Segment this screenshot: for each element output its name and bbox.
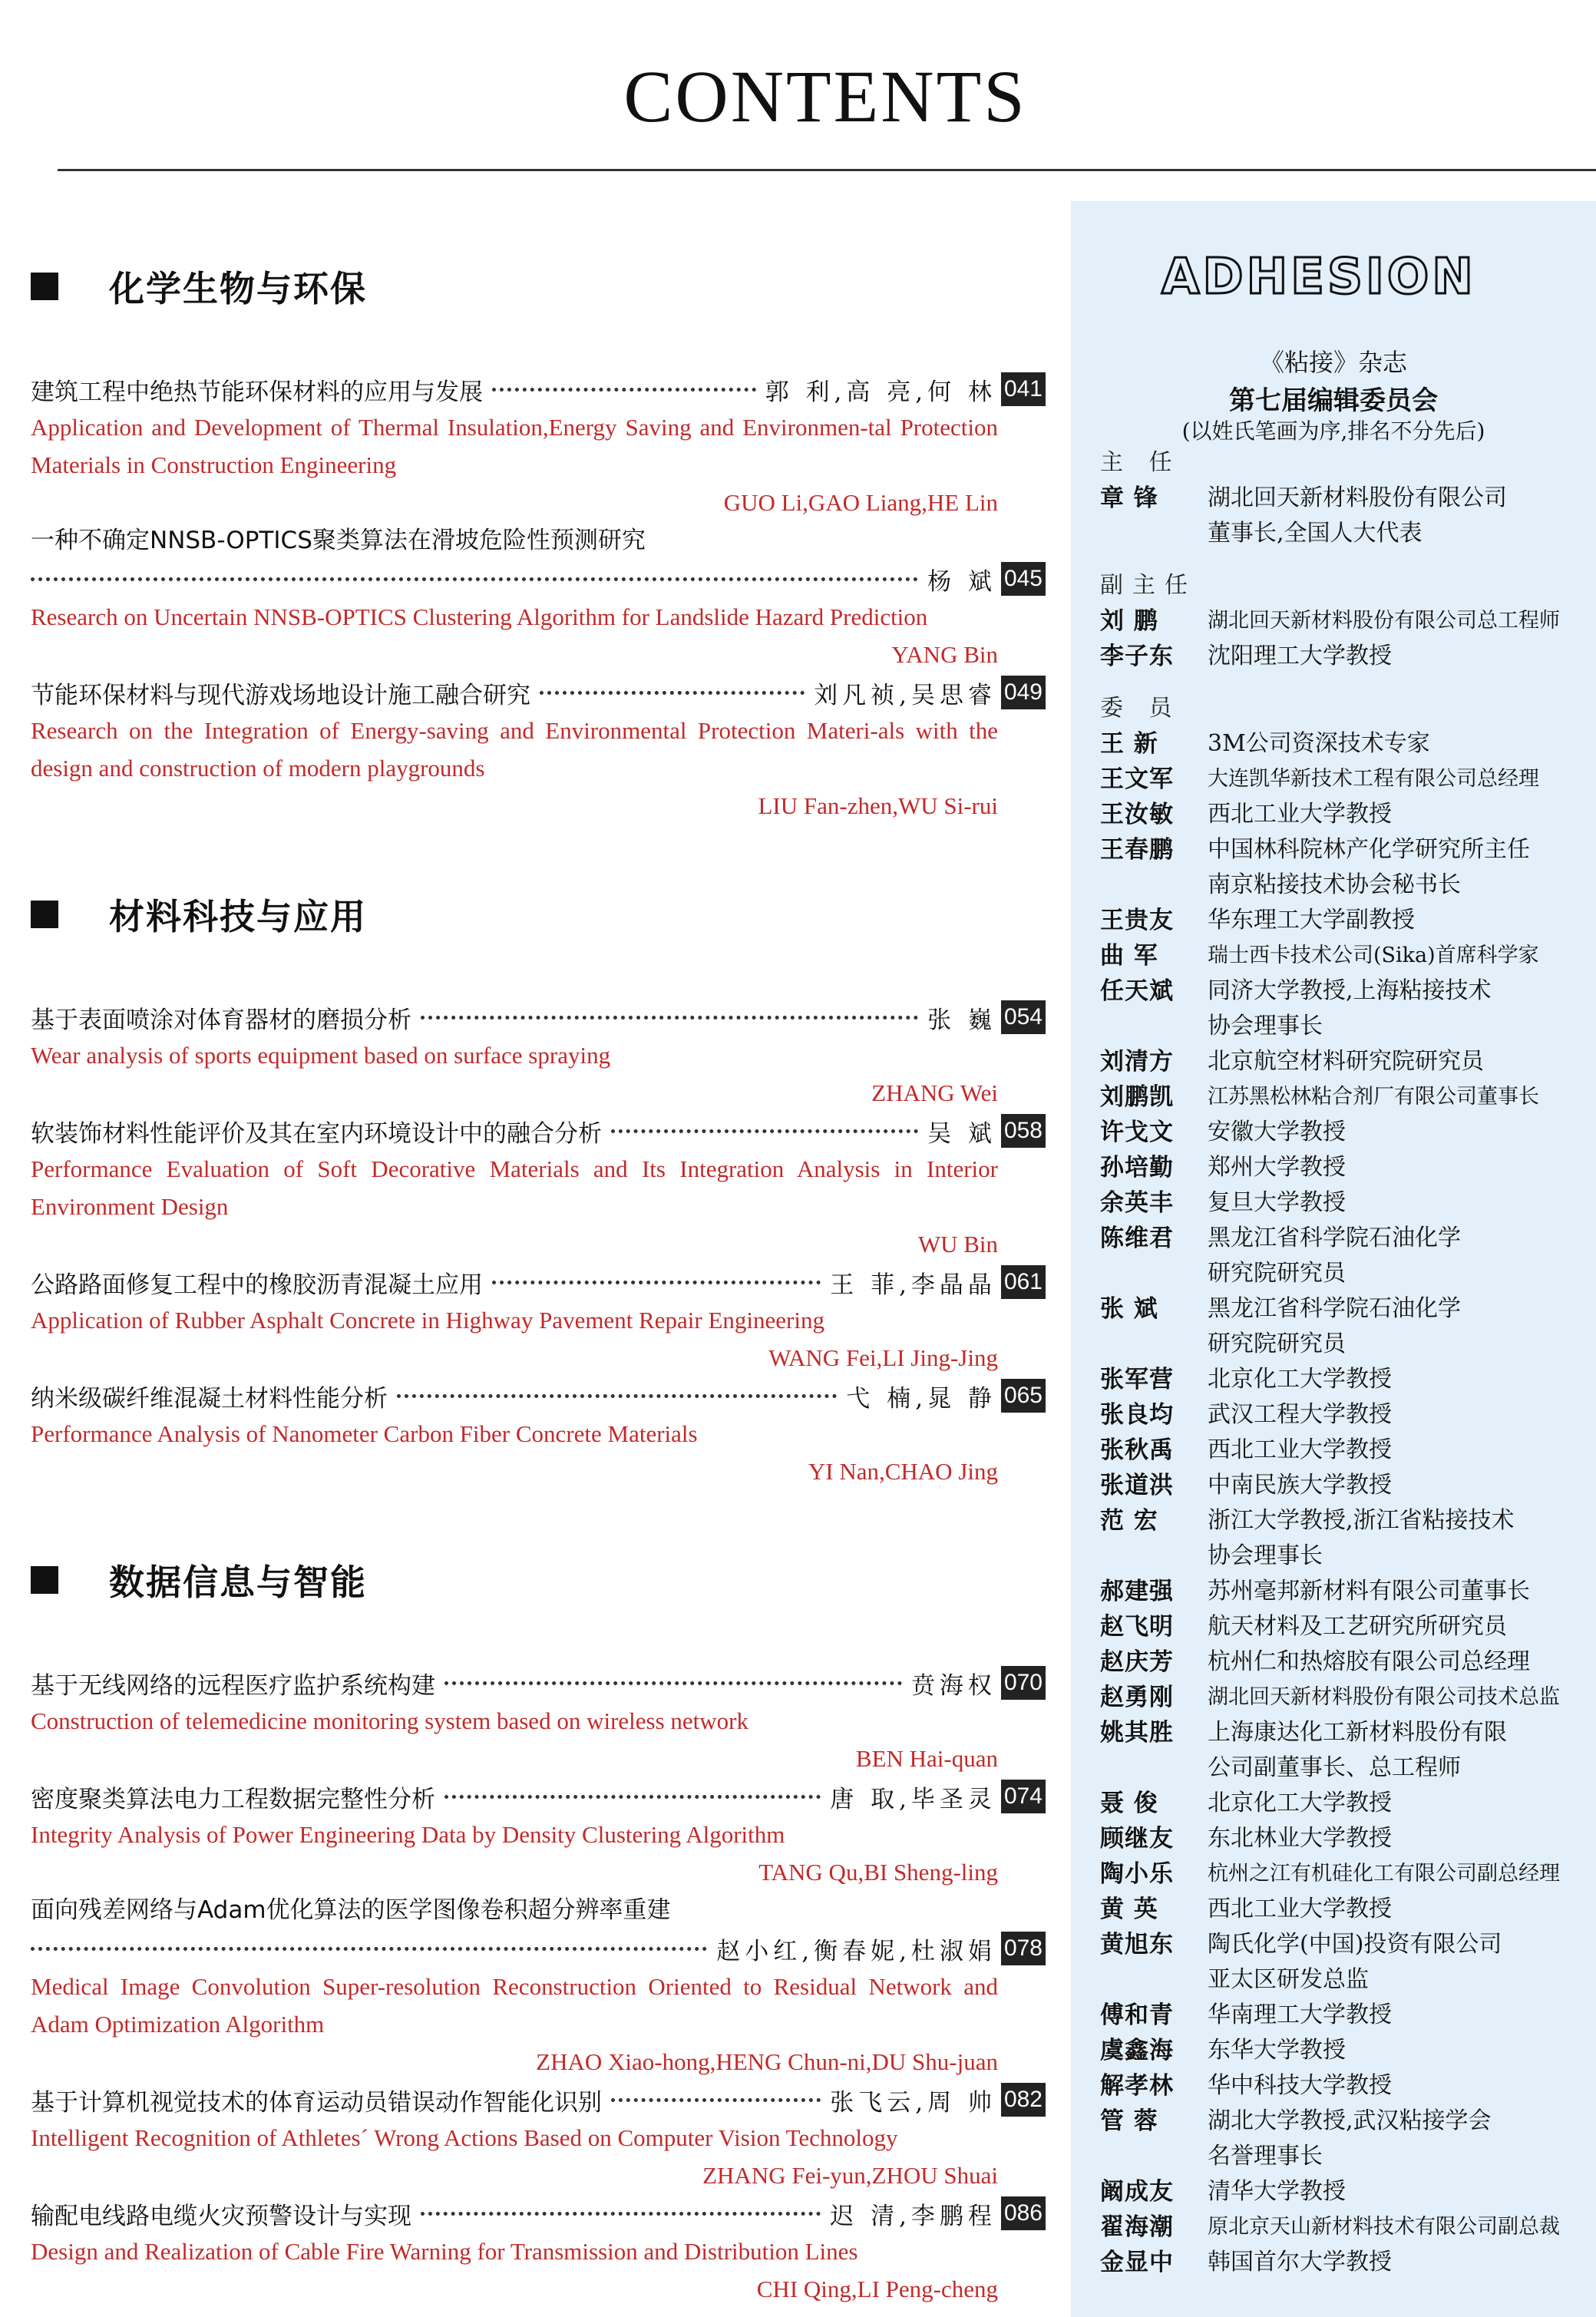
- entry-cn-title: 公路路面修复工程中的橡胶沥青混凝土应用: [31, 1271, 483, 1299]
- toc-entry[interactable]: [31, 998, 1044, 1112]
- entry-line: [31, 673, 1046, 712]
- leader-dots: [444, 1681, 902, 1685]
- toc-entry[interactable]: [31, 1891, 1044, 2081]
- committee-member: [1100, 832, 1591, 903]
- member-title-line: 清华大学教授: [1208, 2178, 1346, 2205]
- entry-en-title: Intelligent Recognition of Athletes´ Wrong Actions Based on Computer Vision Technology: [31, 2124, 898, 2151]
- leader-dots: [421, 2212, 821, 2216]
- entry-en-title: Research on Uncertain NNSB-OPTICS Clustering Algorithm for Landslide Hazard Prediction: [31, 603, 928, 630]
- member-title-line: 南京粘接技术协会秘书长: [1208, 871, 1461, 898]
- member-title: [1208, 1397, 1591, 1433]
- member-name: 黄旭东: [1100, 1931, 1174, 1958]
- entry-cn-authors: 王 菲,李晶晶: [830, 1271, 996, 1299]
- member-name: 虞鑫海: [1100, 2037, 1174, 2064]
- page-number[interactable]: 058: [1001, 1114, 1046, 1148]
- group-gap: [1100, 674, 1591, 691]
- entry-line: [31, 1664, 1046, 1702]
- member-title: [1208, 1468, 1591, 1503]
- committee-member: [1100, 1998, 1591, 2033]
- member-name: 任天斌: [1100, 977, 1174, 1005]
- committee-member: [1100, 1468, 1591, 1503]
- entry-cn-authors: 贲海权: [910, 1671, 996, 1700]
- member-title: [1208, 1609, 1591, 1644]
- committee-member: [1100, 2210, 1591, 2245]
- member-title-line: 黑龙江省科学院石油化学: [1208, 1295, 1461, 1322]
- member-title-line: 研究院研究员: [1208, 1260, 1346, 1287]
- member-title-line: 协会理事长: [1208, 1542, 1323, 1569]
- member-title: [1208, 797, 1591, 832]
- member-title: [1208, 639, 1591, 674]
- member-title: [1208, 903, 1591, 938]
- member-title-line: 安徽大学教授: [1208, 1119, 1346, 1145]
- toc-entry[interactable]: [31, 1664, 1044, 1777]
- member-title-line: 华南理工大学教授: [1208, 2001, 1392, 2028]
- member-title-line: 陶氏化学(中国)投资有限公司: [1208, 1931, 1502, 1958]
- entry-line: [31, 1263, 1046, 1301]
- committee-member: [1100, 481, 1591, 551]
- member-name: 曲 军: [1100, 942, 1158, 970]
- committee-member: [1100, 1503, 1591, 1574]
- committee-member: [1100, 1786, 1591, 1821]
- member-name: 解孝林: [1100, 2072, 1174, 2100]
- entry-en-authors: YANG Bin: [891, 641, 998, 668]
- section-heading: [31, 1555, 1044, 1605]
- member-title: [1208, 938, 1591, 973]
- member-name: 顾继友: [1100, 1825, 1174, 1853]
- member-name: 范 宏: [1100, 1507, 1158, 1535]
- entry-en-title: Wear analysis of sports equipment based on surface spraying: [31, 1042, 611, 1069]
- member-title-line: 华中科技大学教授: [1208, 2072, 1392, 2099]
- member-name: 王汝敏: [1100, 801, 1174, 828]
- committee-member: [1100, 603, 1591, 639]
- entry-line: [31, 998, 1046, 1036]
- member-title-line: 韩国首尔大学教授: [1208, 2249, 1392, 2276]
- committee-member: [1100, 938, 1591, 973]
- member-title: [1208, 1715, 1591, 1786]
- entry-en-authors: TANG Qu,BI Sheng-ling: [758, 1859, 998, 1886]
- contents-list: [31, 261, 1044, 2308]
- entry-cn-title: 基于表面喷涂对体育器材的磨损分析: [31, 1006, 411, 1034]
- committee-member: [1100, 726, 1591, 762]
- page-number[interactable]: 065: [1001, 1379, 1046, 1413]
- section-title: 材料科技与应用: [109, 896, 367, 937]
- member-name: 阚成友: [1100, 2178, 1174, 2206]
- member-title: [1208, 2245, 1591, 2280]
- member-title: [1208, 1892, 1591, 1927]
- committee-member: [1100, 1680, 1591, 1715]
- member-name: 管 蓉: [1100, 2107, 1158, 2135]
- committee-member: [1100, 1362, 1591, 1397]
- member-title-line: 上海康达化工新材料股份有限: [1208, 1719, 1507, 1746]
- member-title-line: 亚太区研发总监: [1208, 1966, 1369, 1993]
- member-name: 陈维君: [1100, 1225, 1174, 1252]
- page-number[interactable]: 078: [1001, 1932, 1046, 1965]
- section-title: 数据信息与智能: [109, 1562, 367, 1603]
- member-title-line: 黑龙江省科学院石油化学: [1208, 1225, 1461, 1251]
- leader-dots: [421, 1016, 918, 1020]
- member-title-line: 复旦大学教授: [1208, 1189, 1346, 1216]
- entry-cn-title: 一种不确定NNSB-OPTICS聚类算法在滑坡危险性预测研究: [31, 527, 646, 554]
- toc-section: [31, 889, 1044, 1490]
- entry-en-authors: LIU Fan-zhen,WU Si-rui: [758, 792, 998, 819]
- role-label: 主 任: [1100, 449, 1181, 476]
- member-title: [1208, 1821, 1591, 1856]
- member-name: 张军营: [1100, 1366, 1174, 1393]
- member-name: 刘鹏凯: [1100, 1083, 1174, 1111]
- member-name: 余英丰: [1100, 1189, 1174, 1217]
- member-title-line: 东华大学教授: [1208, 2037, 1346, 2064]
- member-name: 姚其胜: [1100, 1719, 1174, 1747]
- page-number[interactable]: 041: [1001, 372, 1046, 406]
- member-title-line: 航天材料及工艺研究所研究员: [1208, 1613, 1507, 1640]
- entry-en-authors: ZHAO Xiao-hong,HENG Chun-ni,DU Shu-juan: [536, 2048, 998, 2075]
- member-title: [1208, 1221, 1591, 1291]
- group-gap: [1100, 551, 1591, 568]
- entry-line: [31, 1777, 1046, 1816]
- committee-member: [1100, 1715, 1591, 1786]
- entry-en-title: Construction of telemedicine monitoring system based on wireless network: [31, 1707, 748, 1734]
- member-title-line: 华东理工大学副教授: [1208, 907, 1415, 934]
- member-title: [1208, 1150, 1591, 1185]
- ordering-note: (以姓氏笔画为序,排名不分先后): [1181, 418, 1485, 444]
- member-name: 章 锋: [1100, 484, 1158, 512]
- journal-logo: ADHESION: [1161, 249, 1476, 306]
- member-title-line: 北京化工大学教授: [1208, 1790, 1392, 1816]
- section-heading: [31, 889, 1044, 940]
- entry-cn-title: 面向残差网络与Adam优化算法的医学图像卷积超分辨率重建: [31, 1896, 671, 1924]
- leader-dots: [31, 1947, 707, 1951]
- member-name: 孙培勤: [1100, 1154, 1174, 1182]
- member-name: 金显中: [1100, 2249, 1174, 2276]
- entry-cn-title: 建筑工程中绝热节能环保材料的应用与发展: [31, 378, 483, 406]
- page-number[interactable]: 082: [1001, 2083, 1046, 2117]
- entry-cn-title: 纳米级碳纤维混凝土材料性能分析: [31, 1384, 388, 1413]
- entry-cn-title: 输配电线路电缆火灾预警设计与实现: [31, 2202, 411, 2230]
- member-name: 刘 鹏: [1100, 607, 1158, 635]
- committee-member: [1100, 1397, 1591, 1433]
- entry-en-title: Application and Development of Thermal Insulation,Energy Saving and Environmen-tal Protection Materials in Construction Engineering: [31, 414, 998, 478]
- entry-en-authors: WU Bin: [917, 1231, 998, 1258]
- committee-member: [1100, 1644, 1591, 1680]
- entry-cn-authors: 赵小红,衡春妮,杜淑娟: [716, 1937, 996, 1965]
- entry-en-authors: YI Nan,CHAO Jing: [808, 1458, 998, 1485]
- leader-dots: [31, 577, 918, 581]
- page-number[interactable]: 054: [1001, 1000, 1046, 1034]
- member-title: [1208, 1362, 1591, 1397]
- entry-en-title: Design and Realization of Cable Fire Warning for Transmission and Distribution Lines: [31, 2238, 858, 2265]
- entry-cn-authors: 弋 楠,晁 静: [846, 1384, 996, 1413]
- member-name: 张道洪: [1100, 1472, 1174, 1499]
- toc-entry[interactable]: [31, 2194, 1044, 2308]
- member-name: 张秋禹: [1100, 1436, 1174, 1464]
- entry-en-authors: ZHANG Wei: [871, 1079, 998, 1106]
- member-name: 张 斌: [1100, 1295, 1158, 1323]
- entry-en-authors: GUO Li,GAO Liang,HE Lin: [723, 489, 998, 516]
- entry-line: [31, 2081, 1046, 2119]
- toc-entry[interactable]: [31, 1377, 1044, 1490]
- member-name: 王春鹏: [1100, 836, 1174, 864]
- member-title: [1208, 1644, 1591, 1680]
- member-name: 赵飞明: [1100, 1613, 1174, 1641]
- page-title: CONTENTS: [623, 55, 1027, 137]
- member-name: 郝建强: [1100, 1578, 1174, 1605]
- journal-name: 《粘接》杂志: [1259, 348, 1407, 377]
- member-title-line: 湖北回天新材料股份有限公司: [1208, 484, 1507, 511]
- member-name: 聂 俊: [1100, 1790, 1158, 1817]
- member-title: [1208, 1115, 1591, 1150]
- committee-member: [1100, 1892, 1591, 1927]
- page-number[interactable]: 074: [1001, 1780, 1046, 1813]
- member-title: [1208, 1856, 1591, 1892]
- leader-dots: [397, 1394, 837, 1398]
- entry-en-title: Performance Analysis of Nanometer Carbon Fiber Concrete Materials: [31, 1420, 698, 1447]
- committee-member: [1100, 2033, 1591, 2068]
- entry-cn-title: 基于无线网络的远程医疗监护系统构建: [31, 1671, 435, 1700]
- entry-cn-authors: 刘凡祯,吴思睿: [814, 681, 996, 709]
- member-title-line: 西北工业大学教授: [1208, 1436, 1392, 1463]
- entry-en-authors: ZHANG Fei-yun,ZHOU Shuai: [702, 2162, 998, 2189]
- member-name: 王 新: [1100, 730, 1158, 758]
- leader-dots: [611, 2098, 821, 2102]
- entry-en-title: Integrity Analysis of Power Engineering Data by Density Clustering Algorithm: [31, 1821, 785, 1848]
- committee-member: [1100, 1927, 1591, 1998]
- member-name: 刘清方: [1100, 1048, 1174, 1076]
- member-title-line: 研究院研究员: [1208, 1330, 1346, 1357]
- committee-member: [1100, 1291, 1591, 1362]
- toc-entry[interactable]: [31, 370, 1044, 521]
- member-title-line: 湖北回天新材料股份有限公司技术总监: [1208, 1685, 1560, 1709]
- member-title-line: 杭州之江有机硅化工有限公司副总经理: [1208, 1862, 1560, 1886]
- committee-member: [1100, 1079, 1591, 1115]
- member-title-line: 公司副董事长、总工程师: [1208, 1754, 1461, 1781]
- member-title-line: 郑州大学教授: [1208, 1154, 1346, 1181]
- entry-line: [31, 2194, 1046, 2233]
- entry-cn-title: 软装饰材料性能评价及其在室内环境设计中的融合分析: [31, 1119, 602, 1148]
- committee-member: [1100, 639, 1591, 674]
- toc-section: [31, 261, 1044, 825]
- committee-member: [1100, 1221, 1591, 1291]
- committee-member: [1100, 1185, 1591, 1221]
- entry-cn-title: 密度聚类算法电力工程数据完整性分析: [31, 1785, 435, 1813]
- member-title: [1208, 2068, 1591, 2104]
- member-name: 赵勇刚: [1100, 1684, 1174, 1711]
- entry-en-authors: BEN Hai-quan: [855, 1745, 998, 1772]
- member-title-line: 同济大学教授,上海粘接技术: [1208, 977, 1492, 1004]
- member-title: [1208, 2104, 1591, 2174]
- member-title: [1208, 1998, 1591, 2033]
- entry-en-title: Medical Image Convolution Super-resolution Reconstruction Oriented to Residual Network and Adam Optimization Algorithm: [31, 1973, 998, 2038]
- toc-entry[interactable]: [31, 1112, 1044, 1263]
- entry-line: [31, 370, 1046, 408]
- entry-cn-authors: 唐 取,毕圣灵: [830, 1785, 996, 1813]
- committee-member: [1100, 2245, 1591, 2280]
- committee-member: [1100, 762, 1591, 797]
- committee-member: [1100, 1150, 1591, 1185]
- member-title-line: 浙江大学教授,浙江省粘接技术: [1208, 1507, 1515, 1534]
- member-title-line: 大连凯华新技术工程有限公司总经理: [1208, 767, 1539, 791]
- committee-member: [1100, 1856, 1591, 1892]
- entry-line: [31, 560, 1046, 598]
- section-heading: [31, 261, 1044, 312]
- entry-cn-authors: 郭 利,高 亮,何 林: [765, 378, 996, 406]
- leader-dots: [540, 691, 805, 695]
- leader-dots: [492, 388, 756, 392]
- toc-section: [31, 1555, 1044, 2308]
- committee-member: [1100, 903, 1591, 938]
- member-title: [1208, 1574, 1591, 1609]
- member-title: [1208, 2210, 1591, 2245]
- committee-member: [1100, 797, 1591, 832]
- member-title: [1208, 1433, 1591, 1468]
- page-number[interactable]: 070: [1001, 1666, 1046, 1700]
- role-label: 委 员: [1100, 695, 1181, 722]
- committee-member: [1100, 973, 1591, 1044]
- page-number[interactable]: 049: [1001, 676, 1046, 709]
- entry-cn-authors: 张 巍: [927, 1006, 996, 1034]
- leader-dots: [444, 1795, 821, 1799]
- member-name: 王贵友: [1100, 907, 1174, 934]
- entry-cn-authors: 杨 斌: [927, 567, 996, 596]
- entry-cn-title: 基于计算机视觉技术的体育运动员错误动作智能化识别: [31, 2088, 602, 2117]
- member-title-line: 北京航空材料研究院研究员: [1208, 1048, 1484, 1075]
- member-title: [1208, 973, 1591, 1044]
- entry-cn-authors: 吴 斌: [927, 1119, 996, 1148]
- member-title-line: 武汉工程大学教授: [1208, 1401, 1392, 1428]
- entry-en-title: Application of Rubber Asphalt Concrete in Highway Pavement Repair Engineering: [31, 1307, 824, 1334]
- member-title-line: 西北工业大学教授: [1208, 1896, 1392, 1922]
- member-title-line: 湖北大学教授,武汉粘接学会: [1208, 2107, 1492, 2134]
- entry-en-title: Performance Evaluation of Soft Decorative Materials and Its Integration Analysis in Interior Environment Design: [31, 1155, 998, 1220]
- member-title: [1208, 1291, 1591, 1362]
- entry-en-authors: WANG Fei,LI Jing-Jing: [768, 1344, 998, 1371]
- entry-line: [31, 1377, 1046, 1415]
- editorial-board-panel: [1071, 201, 1596, 2317]
- committee-title: 第七届编辑委员会: [1229, 385, 1438, 416]
- toc-entry[interactable]: [31, 2081, 1044, 2194]
- member-title: [1208, 762, 1591, 797]
- member-title: [1208, 2174, 1591, 2210]
- entry-cn-authors: 迟 清,李鹏程: [830, 2202, 996, 2230]
- square-bullet-icon: [31, 273, 58, 300]
- member-name: 黄 英: [1100, 1896, 1158, 1923]
- toc-entry[interactable]: [31, 521, 1044, 673]
- member-title-line: 西北工业大学教授: [1208, 801, 1392, 828]
- member-title: [1208, 1786, 1591, 1821]
- member-title: [1208, 1503, 1591, 1574]
- toc-entry[interactable]: [31, 1263, 1044, 1377]
- member-title: [1208, 1927, 1591, 1998]
- page-number[interactable]: 045: [1001, 562, 1046, 596]
- committee-member: [1100, 1609, 1591, 1644]
- member-title: [1208, 603, 1591, 639]
- entry-en-title: Research on the Integration of Energy-saving and Environmental Protection Materi-als with the design and construction of modern playgrounds: [31, 717, 998, 782]
- committee-member: [1100, 1574, 1591, 1609]
- member-title: [1208, 1185, 1591, 1221]
- page-number[interactable]: 086: [1001, 2196, 1046, 2230]
- member-name: 翟海潮: [1100, 2213, 1174, 2241]
- member-title: [1208, 2033, 1591, 2068]
- member-title-line: 江苏黑松林粘合剂厂有限公司董事长: [1208, 1085, 1539, 1109]
- member-name: 赵庆芳: [1100, 1648, 1174, 1676]
- entry-line: [31, 1929, 1046, 1968]
- toc-entry[interactable]: [31, 673, 1044, 825]
- entry-cn-authors: 张飞云,周 帅: [830, 2088, 996, 2117]
- member-title: [1208, 1680, 1591, 1715]
- committee-member: [1100, 1044, 1591, 1079]
- member-title-line: 3M公司资深技术专家: [1208, 730, 1430, 757]
- member-name: 王文军: [1100, 765, 1174, 793]
- member-title-line: 名誉理事长: [1208, 2143, 1323, 2170]
- member-title: [1208, 1079, 1591, 1115]
- member-title: [1208, 832, 1591, 903]
- member-title: [1208, 1044, 1591, 1079]
- committee-member: [1100, 1821, 1591, 1856]
- member-title-line: 沈阳理工大学教授: [1208, 643, 1392, 669]
- member-title: [1208, 726, 1591, 762]
- square-bullet-icon: [31, 1566, 58, 1594]
- member-title-line: 董事长,全国人大代表: [1208, 520, 1423, 547]
- section-title: 化学生物与环保: [109, 268, 367, 309]
- member-title-line: 协会理事长: [1208, 1013, 1323, 1040]
- committee-member: [1100, 1433, 1591, 1468]
- member-title-line: 瑞士西卡技术公司(Sika)首席科学家: [1208, 944, 1539, 967]
- committee-member: [1100, 1115, 1591, 1150]
- committee-list: [1100, 445, 1591, 2280]
- leader-dots: [492, 1281, 821, 1284]
- member-title-line: 杭州仁和热熔胶有限公司总经理: [1208, 1648, 1530, 1675]
- page-number[interactable]: 061: [1001, 1265, 1046, 1299]
- committee-member: [1100, 2104, 1591, 2174]
- member-title: [1208, 481, 1591, 551]
- title-divider: [58, 169, 1596, 171]
- member-title-line: 北京化工大学教授: [1208, 1366, 1392, 1393]
- member-title-line: 东北林业大学教授: [1208, 1825, 1392, 1852]
- member-title-line: 原北京天山新材料技术有限公司副总裁: [1208, 2215, 1560, 2239]
- member-title-line: 湖北回天新材料股份有限公司总工程师: [1208, 609, 1560, 633]
- leader-dots: [611, 1129, 918, 1133]
- entry-cn-title: 节能环保材料与现代游戏场地设计施工融合研究: [31, 681, 530, 709]
- committee-member: [1100, 2174, 1591, 2210]
- member-name: 张良均: [1100, 1401, 1174, 1429]
- toc-entry[interactable]: [31, 1777, 1044, 1891]
- entry-en-authors: CHI Qing,LI Peng-cheng: [756, 2276, 998, 2302]
- member-name: 陶小乐: [1100, 1860, 1174, 1888]
- member-name: 李子东: [1100, 643, 1174, 670]
- member-title-line: 中南民族大学教授: [1208, 1472, 1392, 1499]
- member-name: 许戈文: [1100, 1119, 1174, 1146]
- entry-line: [31, 1112, 1046, 1150]
- member-name: 傅和青: [1100, 2001, 1174, 2029]
- member-title-line: 中国林科院林产化学研究所主任: [1208, 836, 1530, 863]
- member-title-line: 苏州毫邦新材料有限公司董事长: [1208, 1578, 1530, 1605]
- square-bullet-icon: [31, 901, 58, 928]
- role-label: 副主任: [1100, 572, 1197, 599]
- committee-member: [1100, 2068, 1591, 2104]
